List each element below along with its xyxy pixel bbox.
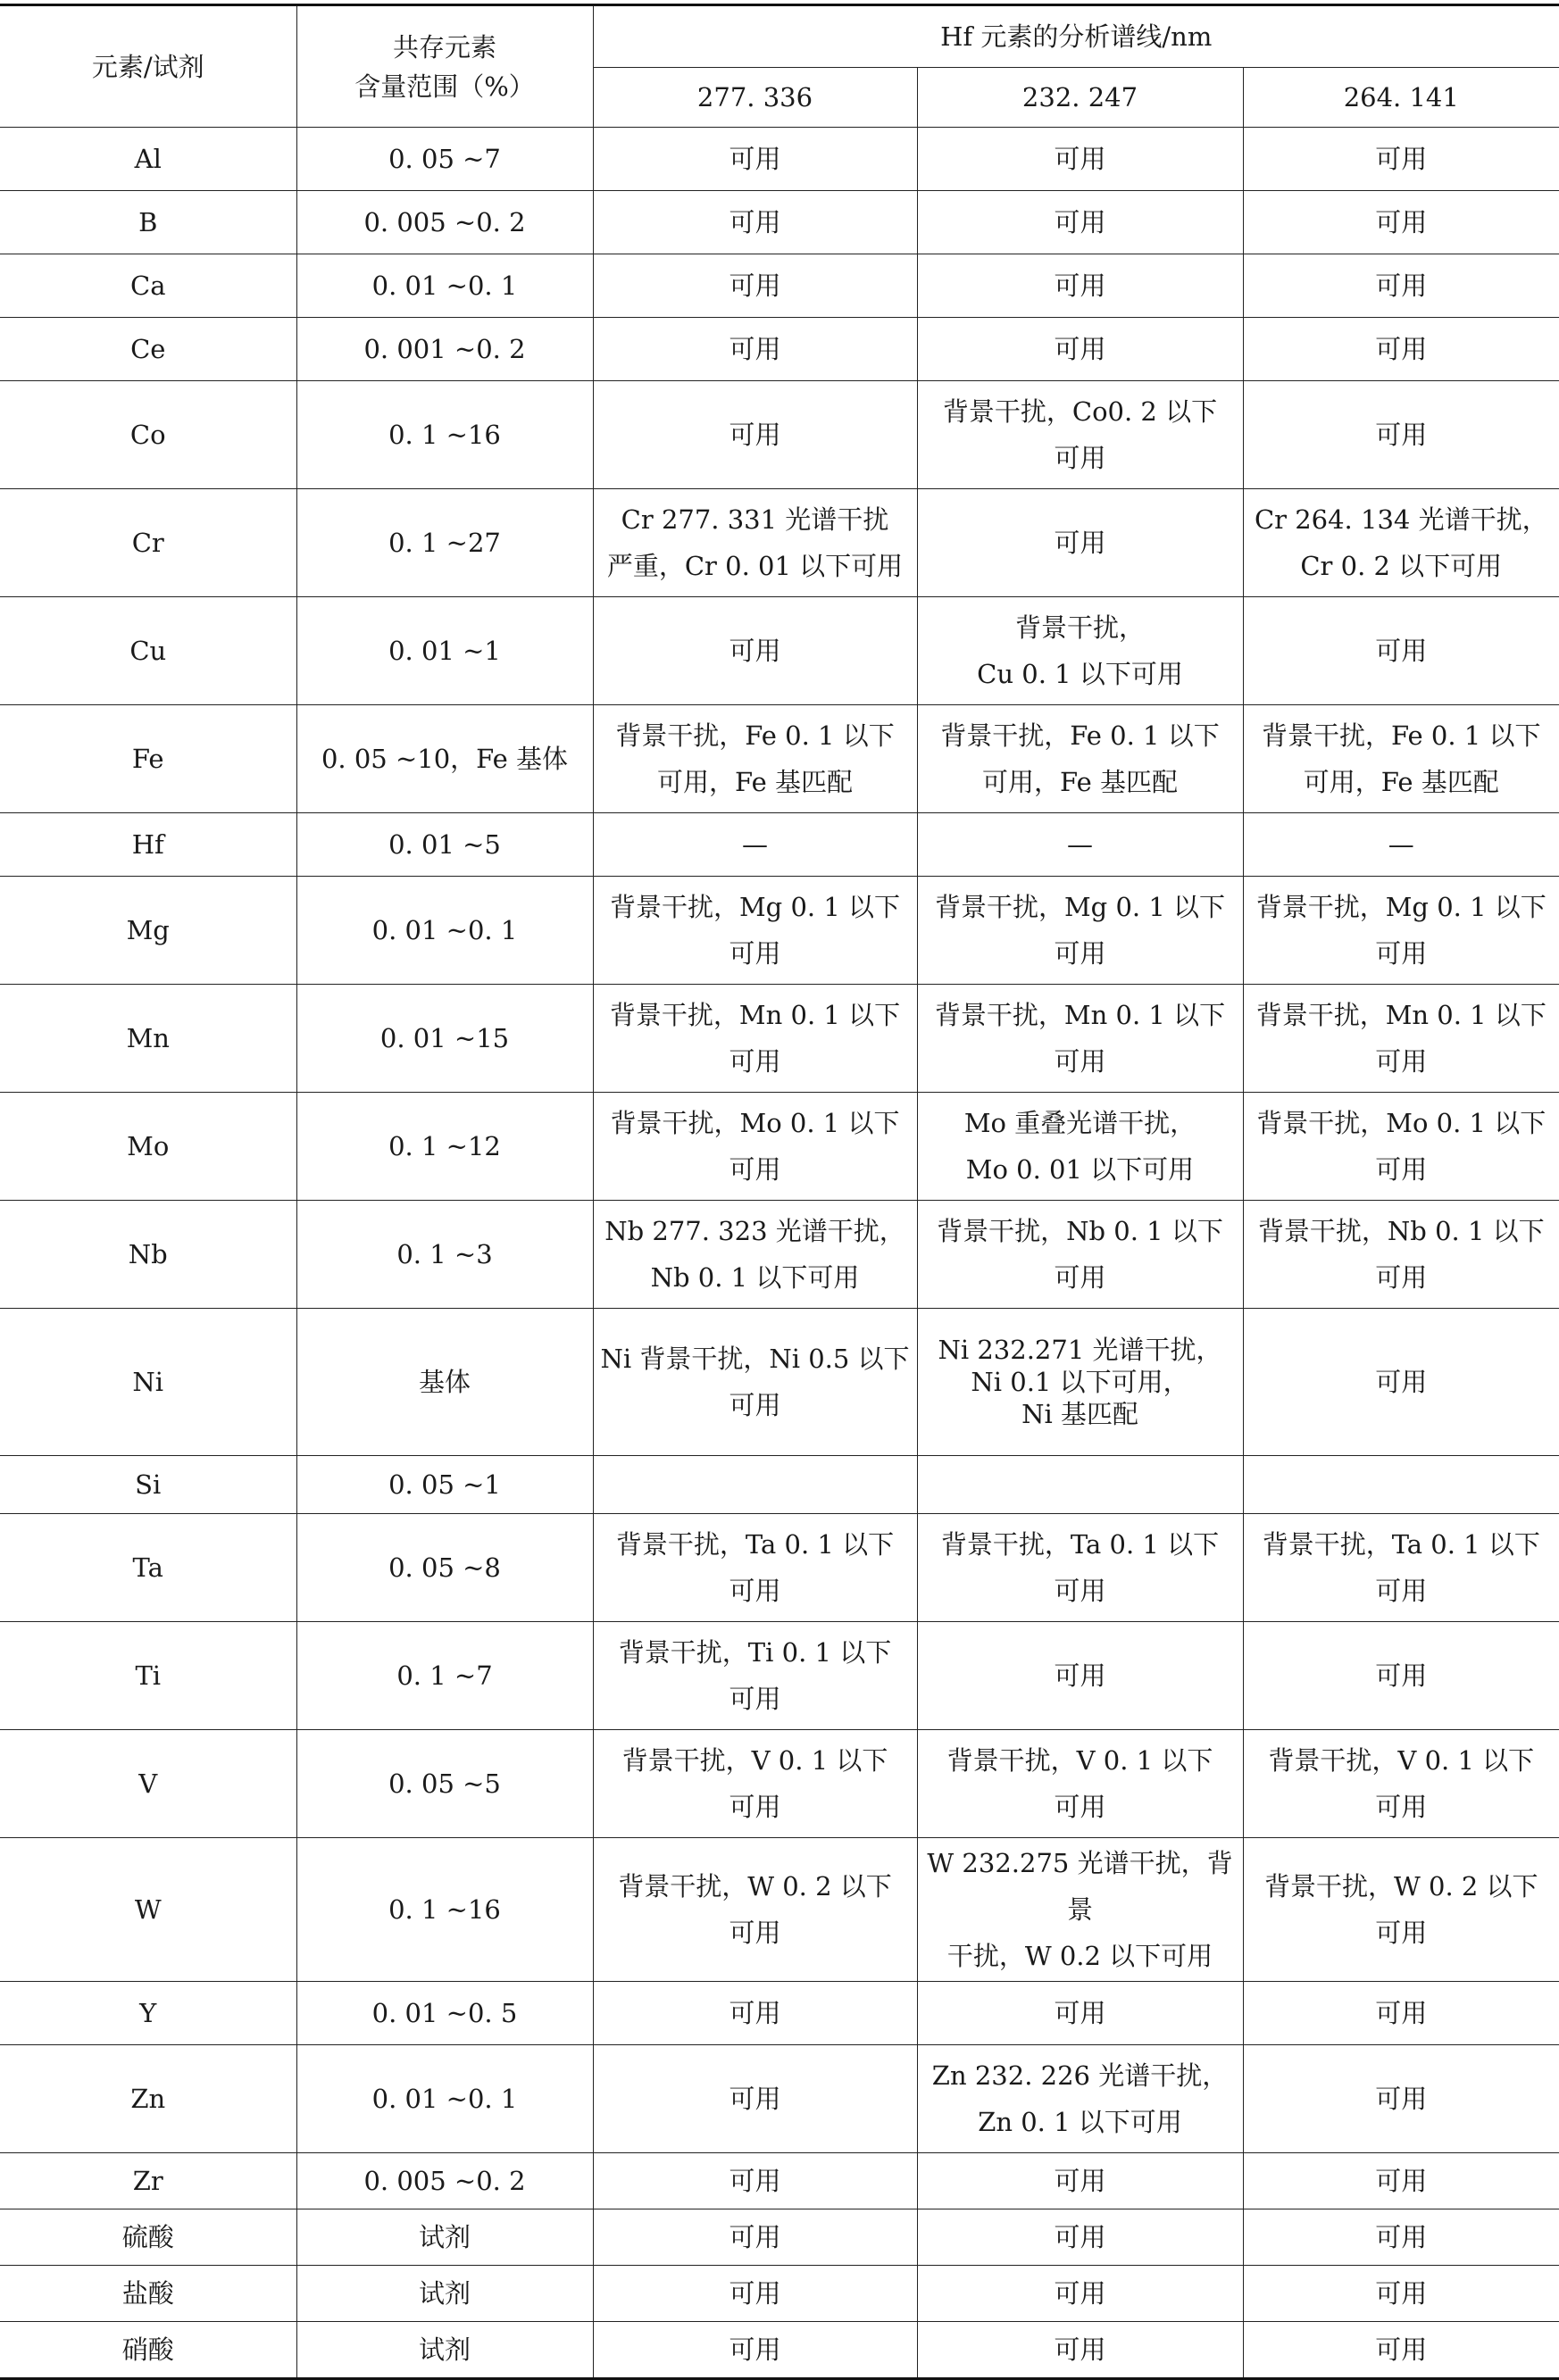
cell-line-3: 背景干扰，Mn 0. 1 以下 可用 [1243, 985, 1559, 1093]
cell-element: Cu [0, 597, 296, 705]
cell-line-2: 背景干扰，Mn 0. 1 以下 可用 [917, 985, 1243, 1093]
cell-element: Co [0, 381, 296, 489]
table-row [0, 1982, 1559, 2045]
table-row [0, 318, 1559, 381]
cell-line-1: 可用 [593, 1982, 917, 2045]
cell-element: Zn [0, 2045, 296, 2153]
cell-line-3: 可用 [1243, 2209, 1559, 2266]
cell-line-1: 背景干扰，V 0. 1 以下 可用 [593, 1730, 917, 1838]
cell-element: Al [0, 128, 296, 191]
cell-line-3: 可用 [1243, 318, 1559, 381]
cell-line-3: 背景干扰，V 0. 1 以下 可用 [1243, 1730, 1559, 1838]
cell-line-2: W 232.275 光谱干扰，背景 干扰，W 0.2 以下可用 [917, 1838, 1243, 1982]
cell-line-1: 背景干扰，Mo 0. 1 以下 可用 [593, 1093, 917, 1201]
cell-element: Ta [0, 1514, 296, 1622]
cell-line-2: 背景干扰，Mg 0. 1 以下 可用 [917, 877, 1243, 985]
cell-line-2: — [917, 813, 1243, 877]
cell-line-1 [593, 1456, 917, 1514]
cell-range: 0. 05 ~7 [296, 128, 593, 191]
cell-element: Mo [0, 1093, 296, 1201]
table-row [0, 254, 1559, 318]
cell-line-3 [1243, 1456, 1559, 1514]
cell-range: 基体 [296, 1309, 593, 1456]
cell-element: Ni [0, 1309, 296, 1456]
header-lines-title: Hf 元素的分析谱线/nm [593, 5, 1559, 68]
cell-range: 0. 05 ~10，Fe 基体 [296, 705, 593, 813]
cell-line-3: 背景干扰，Nb 0. 1 以下 可用 [1243, 1201, 1559, 1309]
cell-line-2: 背景干扰，V 0. 1 以下 可用 [917, 1730, 1243, 1838]
cell-line-1: 可用 [593, 2322, 917, 2379]
cell-range: 0. 001 ~0. 2 [296, 318, 593, 381]
interference-table [0, 4, 1559, 2380]
cell-element: Ce [0, 318, 296, 381]
cell-line-3: 背景干扰，Mo 0. 1 以下 可用 [1243, 1093, 1559, 1201]
cell-line-1: 背景干扰，Mg 0. 1 以下 可用 [593, 877, 917, 985]
cell-element: Si [0, 1456, 296, 1514]
table-row [0, 1093, 1559, 1201]
table-row [0, 128, 1559, 191]
header-row-1 [0, 5, 1559, 68]
cell-range: 试剂 [296, 2322, 593, 2379]
cell-line-3: 背景干扰，Ta 0. 1 以下 可用 [1243, 1514, 1559, 1622]
cell-line-3: 可用 [1243, 2153, 1559, 2209]
cell-line-1: 可用 [593, 2209, 917, 2266]
cell-element: Cr [0, 489, 296, 597]
cell-line-2: 背景干扰，Fe 0. 1 以下 可用，Fe 基匹配 [917, 705, 1243, 813]
cell-range: 0. 01 ~1 [296, 597, 593, 705]
cell-line-1: — [593, 813, 917, 877]
cell-line-3: 背景干扰，W 0. 2 以下 可用 [1243, 1838, 1559, 1982]
table-row [0, 2045, 1559, 2153]
cell-line-2: 背景干扰，Nb 0. 1 以下 可用 [917, 1201, 1243, 1309]
cell-line-3: 背景干扰，Mg 0. 1 以下 可用 [1243, 877, 1559, 985]
cell-element: Zr [0, 2153, 296, 2209]
cell-range: 0. 05 ~8 [296, 1514, 593, 1622]
cell-line-1: Cr 277. 331 光谱干扰 严重，Cr 0. 01 以下可用 [593, 489, 917, 597]
cell-element: B [0, 191, 296, 254]
header-line-1: 277. 336 [593, 68, 917, 128]
cell-line-1: 可用 [593, 2153, 917, 2209]
cell-range: 0. 05 ~5 [296, 1730, 593, 1838]
cell-line-1: 可用 [593, 191, 917, 254]
cell-range: 0. 1 ~16 [296, 381, 593, 489]
cell-line-3: 背景干扰，Fe 0. 1 以下 可用，Fe 基匹配 [1243, 705, 1559, 813]
cell-line-1: 可用 [593, 381, 917, 489]
cell-line-1: 可用 [593, 597, 917, 705]
header-element: 元素/试剂 [0, 5, 296, 128]
table-row [0, 1622, 1559, 1730]
table-row [0, 1456, 1559, 1514]
cell-line-2: Zn 232. 226 光谱干扰， Zn 0. 1 以下可用 [917, 2045, 1243, 2153]
cell-line-3: 可用 [1243, 2322, 1559, 2379]
table-row [0, 1309, 1559, 1456]
cell-line-1: 可用 [593, 2045, 917, 2153]
cell-line-2: 可用 [917, 128, 1243, 191]
cell-element: 硝酸 [0, 2322, 296, 2379]
cell-line-3: — [1243, 813, 1559, 877]
cell-range: 0. 01 ~5 [296, 813, 593, 877]
cell-line-1: Nb 277. 323 光谱干扰， Nb 0. 1 以下可用 [593, 1201, 917, 1309]
table-row [0, 2266, 1559, 2322]
cell-range: 0. 01 ~0. 1 [296, 254, 593, 318]
cell-line-2: 背景干扰， Cu 0. 1 以下可用 [917, 597, 1243, 705]
header-line-3: 264. 141 [1243, 68, 1559, 128]
table-row [0, 1838, 1559, 1982]
cell-element: Mn [0, 985, 296, 1093]
cell-range: 试剂 [296, 2209, 593, 2266]
header-range: 共存元素 含量范围（%） [296, 5, 593, 128]
cell-line-3: Cr 264. 134 光谱干扰， Cr 0. 2 以下可用 [1243, 489, 1559, 597]
cell-line-1: 背景干扰，Ti 0. 1 以下 可用 [593, 1622, 917, 1730]
table-row [0, 2153, 1559, 2209]
table-row [0, 813, 1559, 877]
cell-line-2: 背景干扰，Co0. 2 以下 可用 [917, 381, 1243, 489]
cell-line-1: 背景干扰，Fe 0. 1 以下 可用，Fe 基匹配 [593, 705, 917, 813]
cell-element: 盐酸 [0, 2266, 296, 2322]
cell-line-1: 背景干扰，Mn 0. 1 以下 可用 [593, 985, 917, 1093]
cell-range: 0. 1 ~3 [296, 1201, 593, 1309]
cell-line-1: 背景干扰，W 0. 2 以下 可用 [593, 1838, 917, 1982]
table-row [0, 1201, 1559, 1309]
cell-line-2: Ni 232.271 光谱干扰， Ni 0.1 以下可用， Ni 基匹配 [917, 1309, 1243, 1456]
cell-line-2: 可用 [917, 1982, 1243, 2045]
cell-element: W [0, 1838, 296, 1982]
cell-range: 0. 01 ~0. 1 [296, 877, 593, 985]
cell-line-2: 可用 [917, 2153, 1243, 2209]
cell-line-3: 可用 [1243, 254, 1559, 318]
cell-line-3: 可用 [1243, 2045, 1559, 2153]
table-row [0, 985, 1559, 1093]
cell-line-3: 可用 [1243, 597, 1559, 705]
cell-element: Ca [0, 254, 296, 318]
cell-line-3: 可用 [1243, 1309, 1559, 1456]
cell-line-2 [917, 1456, 1243, 1514]
cell-range: 0. 005 ~0. 2 [296, 2153, 593, 2209]
cell-line-2: 可用 [917, 1622, 1243, 1730]
table-row [0, 2209, 1559, 2266]
cell-range: 0. 1 ~12 [296, 1093, 593, 1201]
cell-range: 0. 1 ~7 [296, 1622, 593, 1730]
cell-element: 硫酸 [0, 2209, 296, 2266]
cell-range: 0. 01 ~15 [296, 985, 593, 1093]
cell-line-3: 可用 [1243, 381, 1559, 489]
cell-element: Hf [0, 813, 296, 877]
table-row [0, 1514, 1559, 1622]
cell-line-2: 可用 [917, 254, 1243, 318]
cell-range: 0. 1 ~16 [296, 1838, 593, 1982]
cell-line-1: 可用 [593, 254, 917, 318]
cell-line-3: 可用 [1243, 1622, 1559, 1730]
cell-element: Mg [0, 877, 296, 985]
table-row [0, 1730, 1559, 1838]
cell-line-3: 可用 [1243, 128, 1559, 191]
cell-line-2: 可用 [917, 489, 1243, 597]
cell-range: 0. 01 ~0. 1 [296, 2045, 593, 2153]
cell-line-1: 可用 [593, 318, 917, 381]
cell-element: V [0, 1730, 296, 1838]
cell-line-2: 可用 [917, 318, 1243, 381]
table-row [0, 597, 1559, 705]
table-row [0, 381, 1559, 489]
table-row [0, 2322, 1559, 2379]
cell-line-2: 可用 [917, 191, 1243, 254]
cell-line-2: 可用 [917, 2322, 1243, 2379]
cell-element: Y [0, 1982, 296, 2045]
cell-element: Fe [0, 705, 296, 813]
cell-line-3: 可用 [1243, 2266, 1559, 2322]
cell-line-1: 可用 [593, 128, 917, 191]
cell-element: Nb [0, 1201, 296, 1309]
cell-line-3: 可用 [1243, 191, 1559, 254]
cell-range: 试剂 [296, 2266, 593, 2322]
cell-line-1: 可用 [593, 2266, 917, 2322]
cell-line-2: 可用 [917, 2209, 1243, 2266]
cell-line-1: 背景干扰，Ta 0. 1 以下 可用 [593, 1514, 917, 1622]
table-row [0, 705, 1559, 813]
cell-line-1: Ni 背景干扰，Ni 0.5 以下 可用 [593, 1309, 917, 1456]
cell-element: Ti [0, 1622, 296, 1730]
cell-line-2: Mo 重叠光谱干扰， Mo 0. 01 以下可用 [917, 1093, 1243, 1201]
cell-range: 0. 05 ~1 [296, 1456, 593, 1514]
table-row [0, 191, 1559, 254]
table-row [0, 877, 1559, 985]
cell-line-2: 可用 [917, 2266, 1243, 2322]
cell-range: 0. 01 ~0. 5 [296, 1982, 593, 2045]
cell-range: 0. 005 ~0. 2 [296, 191, 593, 254]
cell-line-2: 背景干扰，Ta 0. 1 以下 可用 [917, 1514, 1243, 1622]
cell-line-3: 可用 [1243, 1982, 1559, 2045]
cell-range: 0. 1 ~27 [296, 489, 593, 597]
header-line-2: 232. 247 [917, 68, 1243, 128]
table-row [0, 489, 1559, 597]
